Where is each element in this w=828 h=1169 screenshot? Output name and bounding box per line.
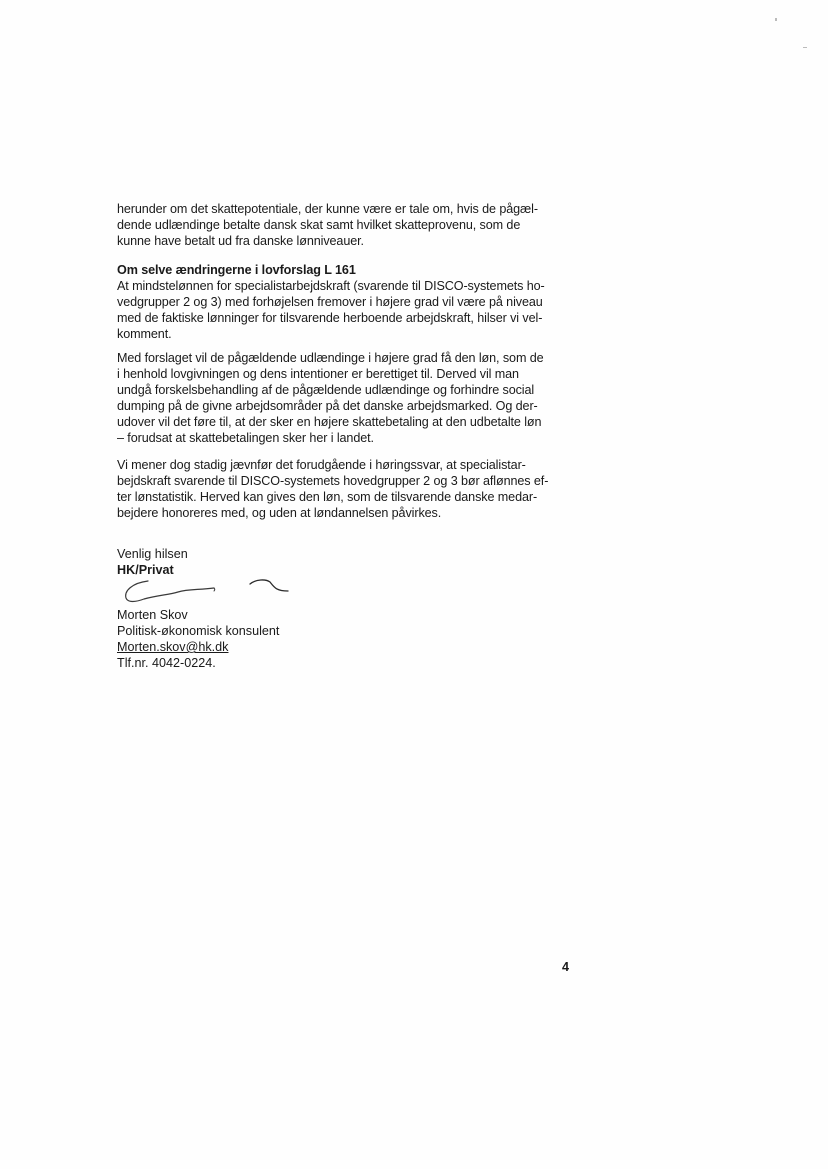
signer-phone: Tlf.nr. 4042-0224. bbox=[117, 656, 216, 670]
paragraph-line: At mindstelønnen for specialistarbejdskraft (svarende til DISCO-systemets ho- bbox=[117, 279, 545, 293]
paragraph-line: undgå forskelsbehandling af de pågældende udlændinge og forhindre social bbox=[117, 383, 535, 397]
paragraph-line: kunne have betalt ud fra danske lønniveauer. bbox=[117, 234, 364, 248]
paragraph-line: komment. bbox=[117, 327, 172, 341]
closing-organization: HK/Privat bbox=[117, 563, 174, 577]
signer-email-link[interactable]: Morten.skov@hk.dk bbox=[117, 640, 229, 654]
paragraph-line: ter lønstatistik. Herved kan gives den løn, som de tilsvarende danske medar- bbox=[117, 490, 538, 504]
section-heading: Om selve ændringerne i lovforslag L 161 bbox=[117, 263, 356, 277]
signer-name: Morten Skov bbox=[117, 608, 188, 622]
section-amendments bbox=[117, 262, 577, 342]
scan-speck bbox=[803, 47, 807, 48]
paragraph-line: Med forslaget vil de pågældende udlændinge i højere grad få den løn, som de bbox=[117, 351, 544, 365]
paragraph-line: i henhold lovgivningen og dens intentioner er berettiget til. Derved vil man bbox=[117, 367, 519, 381]
paragraph-line: dende udlændinge betalte dansk skat samt hvilket skatteprovenu, som de bbox=[117, 218, 521, 232]
paragraph-position bbox=[117, 457, 577, 521]
paragraph-line: herunder om det skattepotentiale, der kunne være er tale om, hvis de pågæl- bbox=[117, 202, 538, 216]
paragraph-line: bejdskraft svarende til DISCO-systemets hovedgrupper 2 og 3 bør aflønnes ef- bbox=[117, 474, 549, 488]
scan-speck bbox=[775, 18, 777, 21]
closing-greeting-block bbox=[117, 546, 188, 578]
closing-greeting: Venlig hilsen bbox=[117, 547, 188, 561]
paragraph-line: Vi mener dog stadig jævnfør det forudgående i høringssvar, at specialistar- bbox=[117, 458, 526, 472]
paragraph-line: udover vil det føre til, at der sker en højere skattebetaling at den udbetalte løn bbox=[117, 415, 542, 429]
paragraph-proposal-effects bbox=[117, 350, 577, 446]
paragraph-line: bejdere honoreres med, og uden at løndannelsen påvirkes. bbox=[117, 506, 442, 520]
page-number: 4 bbox=[562, 960, 570, 974]
paragraph-line: vedgrupper 2 og 3) med forhøjelsen fremover i højere grad vil være på niveau bbox=[117, 295, 543, 309]
paragraph-intro bbox=[117, 201, 577, 249]
paragraph-line: med de faktiske lønninger for tilsvarende herboende arbejdskraft, hilser vi vel- bbox=[117, 311, 543, 325]
signer-title: Politisk-økonomisk konsulent bbox=[117, 624, 280, 638]
handwritten-signature bbox=[118, 575, 298, 607]
signer-details bbox=[117, 607, 279, 671]
paragraph-line: – forudsat at skattebetalingen sker her i landet. bbox=[117, 431, 374, 445]
paragraph-line: dumping på de givne arbejdsområder på det danske arbejdsmarked. Og der- bbox=[117, 399, 538, 413]
